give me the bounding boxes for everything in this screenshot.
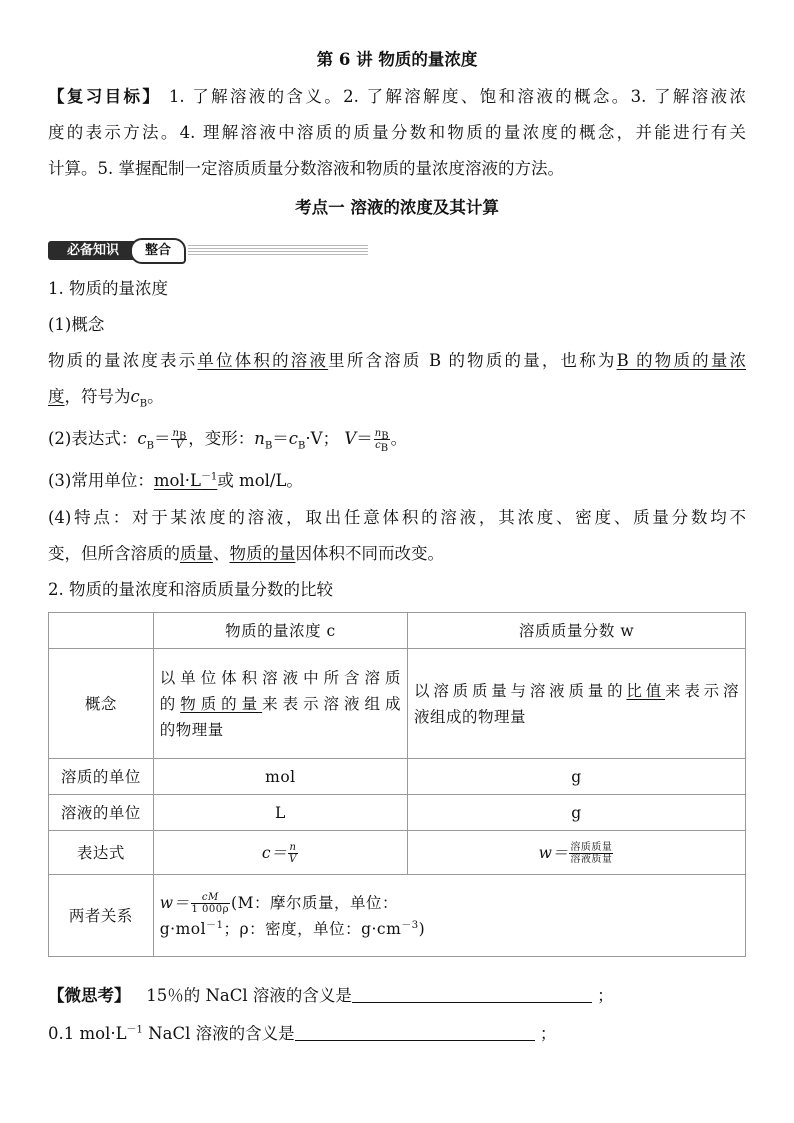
answer-blank-1[interactable]	[352, 986, 592, 1003]
def-underline-2b: 度	[48, 387, 65, 406]
form2-tail: ·V；	[305, 429, 340, 448]
table-row	[49, 875, 746, 957]
feature-u1: 质量	[180, 544, 213, 563]
concept-w-pre: 以溶质质量与溶液质量的	[414, 681, 627, 700]
think-q2-exp: －1	[126, 1024, 143, 1036]
row-label-concept: 概念	[49, 649, 154, 759]
row-label-solute-unit: 溶质的单位	[49, 759, 154, 795]
expression-w	[408, 831, 746, 875]
expr-w-left: w＝	[538, 843, 569, 862]
def-end: 。	[147, 387, 164, 406]
table-header-w: 溶质质量分数 w	[408, 613, 746, 649]
unit-label: (3)常用单位：	[48, 471, 154, 490]
concept-c-line-1: 以单位体积溶液中所含溶质	[159, 668, 402, 687]
relation-frac	[191, 892, 231, 915]
def-pre: 物质的量浓度表示	[48, 351, 198, 370]
solution-unit-w: g	[408, 795, 746, 831]
concept-w-line-2: 液组成的物理量	[414, 707, 527, 726]
form3-V: V	[344, 429, 357, 448]
def-mid: 里所含溶质 B 的物质的量，也称为	[328, 351, 617, 370]
expr-sub: B	[146, 440, 154, 452]
solution-unit-c: L	[153, 795, 407, 831]
frac2-c: c	[375, 440, 381, 451]
think-label: 【微思考】	[48, 986, 131, 1005]
relation-exp2: －3	[401, 919, 419, 931]
think-line-2	[48, 1022, 746, 1046]
definition-line-2	[48, 385, 746, 409]
review-label: 【复习目标】	[48, 87, 162, 106]
form2-eq: ＝	[272, 429, 289, 448]
frac2-n: n	[374, 428, 382, 439]
relation-line-2	[160, 916, 739, 942]
def-sub: B	[139, 398, 148, 410]
review-line-3: 计算。5. 掌握配制一定溶质质量分数溶液和物质的量浓度溶液的方法。	[48, 159, 564, 178]
unit-line	[48, 469, 746, 493]
think-line-1	[48, 984, 746, 1008]
concept-c-line-2	[160, 691, 401, 717]
feature-sep: 、	[213, 544, 230, 563]
concept-w-underline: 比值	[626, 681, 666, 700]
think-q1-end: ；	[597, 986, 614, 1005]
solute-unit-c: mol	[153, 759, 407, 795]
expr-bianxing: ，变形：	[188, 429, 255, 448]
table-header-c: 物质的量浓度 c	[153, 613, 407, 649]
think-q2a: 0.1 mol·L	[48, 1024, 127, 1043]
relation-w: w＝	[159, 893, 190, 912]
expr-w-den: 溶液质量	[570, 854, 613, 865]
feature-post: 因体积不同而改变。	[295, 544, 444, 563]
unit-underlined	[154, 471, 217, 490]
concept-c-post: 来表示溶液组成	[262, 694, 401, 713]
definition-line-1	[48, 349, 746, 373]
unit-exp: －1	[200, 471, 218, 483]
form3-eq: ＝	[356, 429, 373, 448]
expr-w-frac	[569, 842, 613, 865]
feature-pre: 变，但所含溶质的	[48, 544, 180, 563]
table-row	[49, 613, 746, 649]
concept-c-line-3: 的物理量	[159, 720, 224, 739]
def-symbol: c	[130, 387, 140, 406]
relation-cell	[153, 875, 745, 957]
answer-blank-2[interactable]	[295, 1024, 535, 1041]
frac1-n: n	[172, 428, 179, 439]
concept-c-underline: 物质的量	[180, 694, 263, 713]
expr-eq: ＝	[153, 429, 171, 448]
concept-w-line-1	[414, 678, 739, 704]
table-row	[49, 759, 746, 795]
expr-frac-1	[171, 428, 187, 451]
unit-post: 或 mol/L。	[217, 471, 303, 490]
def-underline-2a: B 的物质的量浓	[616, 351, 747, 370]
page-title: 第 6 讲 物质的量浓度	[316, 50, 478, 69]
solute-unit-w: g	[408, 759, 746, 795]
row-label-solution-unit: 溶液的单位	[49, 795, 154, 831]
expression-c	[153, 831, 407, 875]
badge-light: 整合	[130, 238, 186, 264]
s2-heading: 2. 物质的量浓度和溶质质量分数的比较	[48, 580, 333, 599]
relation-exp1: －1	[206, 919, 224, 931]
feature-u2: 物质的量	[229, 544, 296, 563]
relation-num: cM	[191, 892, 231, 904]
s1-heading: 1. 物质的量浓度	[48, 279, 168, 298]
badge-stripes	[188, 245, 368, 257]
relation-l2a: g·mol	[159, 919, 207, 938]
review-line-2: 度的表示方法。4. 理解溶液中溶质的质量分数和物质的量浓度的概念，并能进行有关	[48, 123, 746, 142]
expr-end: 。	[390, 429, 408, 448]
expr-c-frac	[288, 842, 298, 865]
expr-c-num: n	[289, 842, 297, 853]
relation-l2c: )	[418, 919, 426, 938]
form2-n: n	[254, 429, 265, 448]
relation-den: 1 000ρ	[191, 904, 230, 915]
frac2-csub: B	[380, 443, 389, 454]
def-underline-1: 单位体积的溶液	[197, 351, 329, 370]
feature-line-1: (4)特点：对于某浓度的溶液，取出任意体积的溶液，其浓度、密度、质量分数均不	[48, 508, 746, 527]
section-badge	[48, 238, 378, 262]
table-row	[49, 795, 746, 831]
expr-c-den: V	[289, 854, 297, 865]
badge-dark: 必备知识	[48, 241, 138, 260]
table-row	[49, 649, 746, 759]
expression-line	[48, 427, 746, 454]
form2-c: c	[288, 429, 299, 448]
feature-line-2	[48, 542, 746, 566]
unit-u: mol·L	[153, 471, 201, 490]
comparison-table	[48, 612, 746, 957]
def-post: ，符号为	[64, 387, 131, 406]
row-label-relation: 两者关系	[49, 875, 154, 957]
row-label-expression: 表达式	[49, 831, 154, 875]
relation-line-1	[160, 890, 739, 916]
s1-concept: (1)概念	[48, 315, 105, 334]
form2-csub: B	[298, 440, 306, 452]
expr-c: c	[137, 429, 147, 448]
expr-label: (2)表达式：	[48, 429, 138, 448]
review-line-1	[48, 85, 746, 109]
concept-c-cell	[153, 649, 407, 759]
table-cell-empty	[49, 613, 154, 649]
table-row	[49, 831, 746, 875]
frac2-nsub: B	[381, 431, 389, 442]
frac1-V: V	[175, 440, 183, 451]
expr-w-num: 溶质质量	[570, 842, 613, 853]
frac1-sub: B	[178, 431, 187, 442]
review-text-1: 1. 了解溶液的含义。2. 了解溶解度、饱和溶液的概念。3. 了解溶液浓	[168, 87, 747, 106]
concept-w-post: 来表示溶	[665, 681, 739, 700]
expr-frac-2	[374, 428, 390, 454]
concept-c-pre: 的	[159, 694, 181, 713]
think-q2-end: ；	[539, 1024, 557, 1043]
expr-c-left: c＝	[261, 843, 288, 862]
section-title: 考点一 溶液的浓度及其计算	[295, 198, 499, 217]
think-q1: 15％的 NaCl 溶液的含义是	[146, 986, 352, 1005]
concept-w-cell	[408, 649, 746, 759]
relation-l2b: ；ρ：密度，单位：g·cm	[223, 919, 402, 938]
think-q2b: NaCl 溶液的含义是	[142, 1024, 295, 1043]
form2-sub: B	[264, 440, 273, 452]
relation-post: (M：摩尔质量，单位：	[231, 893, 398, 912]
